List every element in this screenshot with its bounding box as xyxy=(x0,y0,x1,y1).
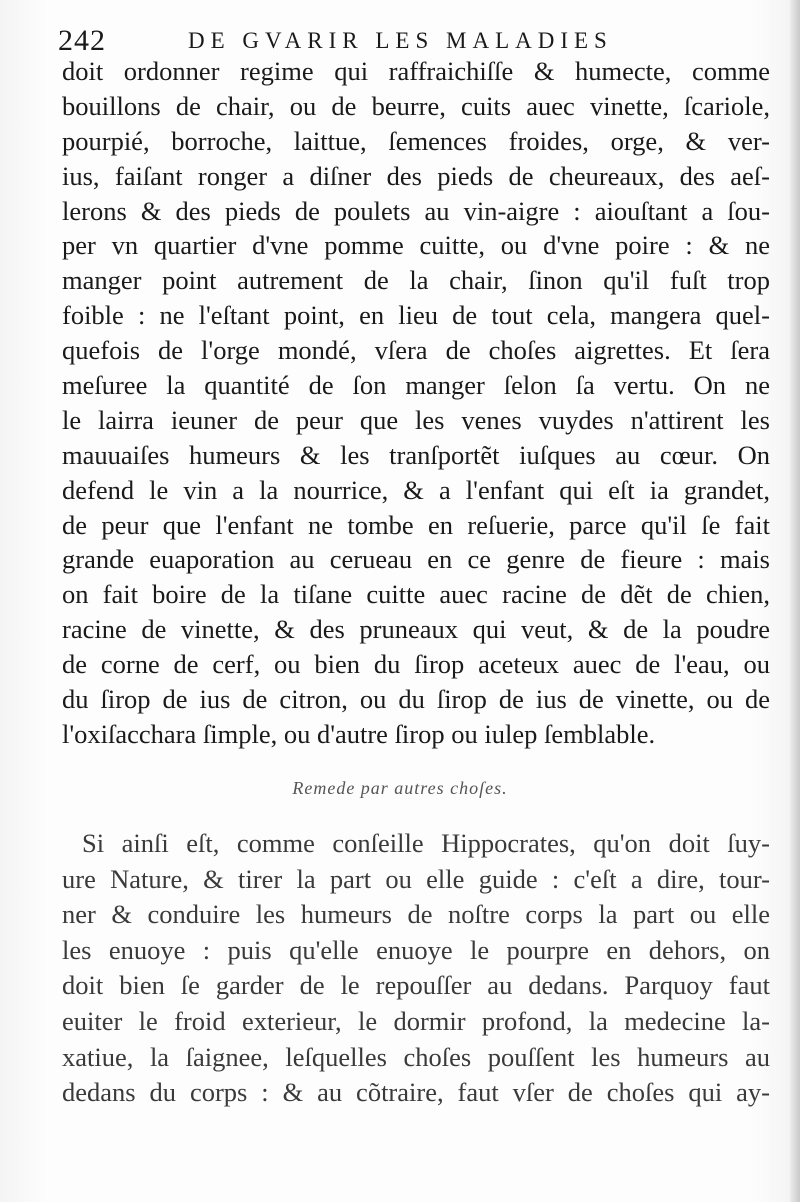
text-line: on fait boire de la tiſane cuitte auec racine de dẽt de chien, xyxy=(62,579,770,610)
paragraph-1 xyxy=(62,54,770,752)
text-line: les enuoye : puis qu'elle enuoye le pourpre en dehors, on xyxy=(62,934,770,965)
text-line: Si ainſi eſt, comme conſeille Hippocrates, qu'on doit ſuy- xyxy=(82,828,770,858)
page-edge-shadow xyxy=(790,0,800,1202)
text-line: ure Nature, & tirer la part ou elle guide : c'eſt a dire, tour- xyxy=(62,863,770,894)
text-line: doit bien ſe garder de le repouſſer au dedans. Parquoy faut xyxy=(62,970,770,1001)
text-line: le lairra ieuner de peur que les venes vuydes n'attirent les xyxy=(62,404,770,435)
text-line: quefois de l'orge mondé, vſera de choſes aigrettes. Et ſera xyxy=(62,335,770,366)
text-line: de peur que l'enfant ne tombe en reſuerie, parce qu'il ſe fait xyxy=(62,509,770,540)
text-line: l'oxiſacchara ſimple, ou d'autre ſirop ou iulep ſemblable. xyxy=(62,718,656,749)
text-line: du ſirop de ius de citron, ou du ſirop de ius de vinette, ou de xyxy=(62,684,770,715)
text-line: xatiue, la ſaignee, leſquelles choſes pouſſent les humeurs au xyxy=(62,1041,770,1072)
text-line: racine de vinette, & des pruneaux qui veut, & de la poudre xyxy=(62,614,770,645)
text-line: foible : ne l'eſtant point, en lieu de tout cela, mangera quel- xyxy=(62,300,770,331)
text-line: pourpié, borroche, laittue, ſemences froides, orge, & ver- xyxy=(62,125,770,156)
text-line: per vn quartier d'vne pomme cuitte, ou d'vne poire : & ne xyxy=(62,230,770,261)
text-line: dedans du corps : & au cõtraire, faut vſer de choſes qui ay- xyxy=(62,1077,770,1108)
section-heading: Remede par autres choſes. xyxy=(292,778,508,798)
text-line: ius, faiſant ronger a diſner des pieds de cheureaux, des aeſ- xyxy=(62,160,770,191)
text-line: defend le vin a la nourrice, & a l'enfant qui eſt ia grandet, xyxy=(62,474,770,505)
text-line: lerons & des pieds de poulets au vin-aigre : aiouſtant a ſou- xyxy=(62,195,770,226)
page-number: 242 xyxy=(58,24,106,57)
text-line: meſuree la quantité de ſon manger ſelon ſa vertu. On ne xyxy=(62,370,770,401)
text-line: manger point autrement de la chair, ſinon qu'il fuſt trop xyxy=(62,265,770,296)
paragraph-2 xyxy=(62,826,770,1111)
text-line: ner & conduire les humeurs de noſtre corps la part ou elle xyxy=(62,899,770,930)
running-title: DE GVARIR LES MALADIES xyxy=(188,28,613,53)
text-line: de corne de cerf, ou bien du ſirop aceteux auec de l'eau, ou xyxy=(62,649,770,680)
text-line: bouillons de chair, ou de beurre, cuits auec vinette, ſcariole, xyxy=(62,90,770,121)
text-line: grande euaporation au cerueau en ce genre de fieure : mais xyxy=(62,544,770,575)
text-line: euiter le froid exterieur, le dormir profond, la medecine la- xyxy=(62,1005,770,1036)
text-line: mauuaiſes humeurs & les tranſportẽt iuſques au cœur. On xyxy=(62,439,770,470)
text-line: doit ordonner regime qui raffraichiſſe & humecte, comme xyxy=(62,56,770,86)
